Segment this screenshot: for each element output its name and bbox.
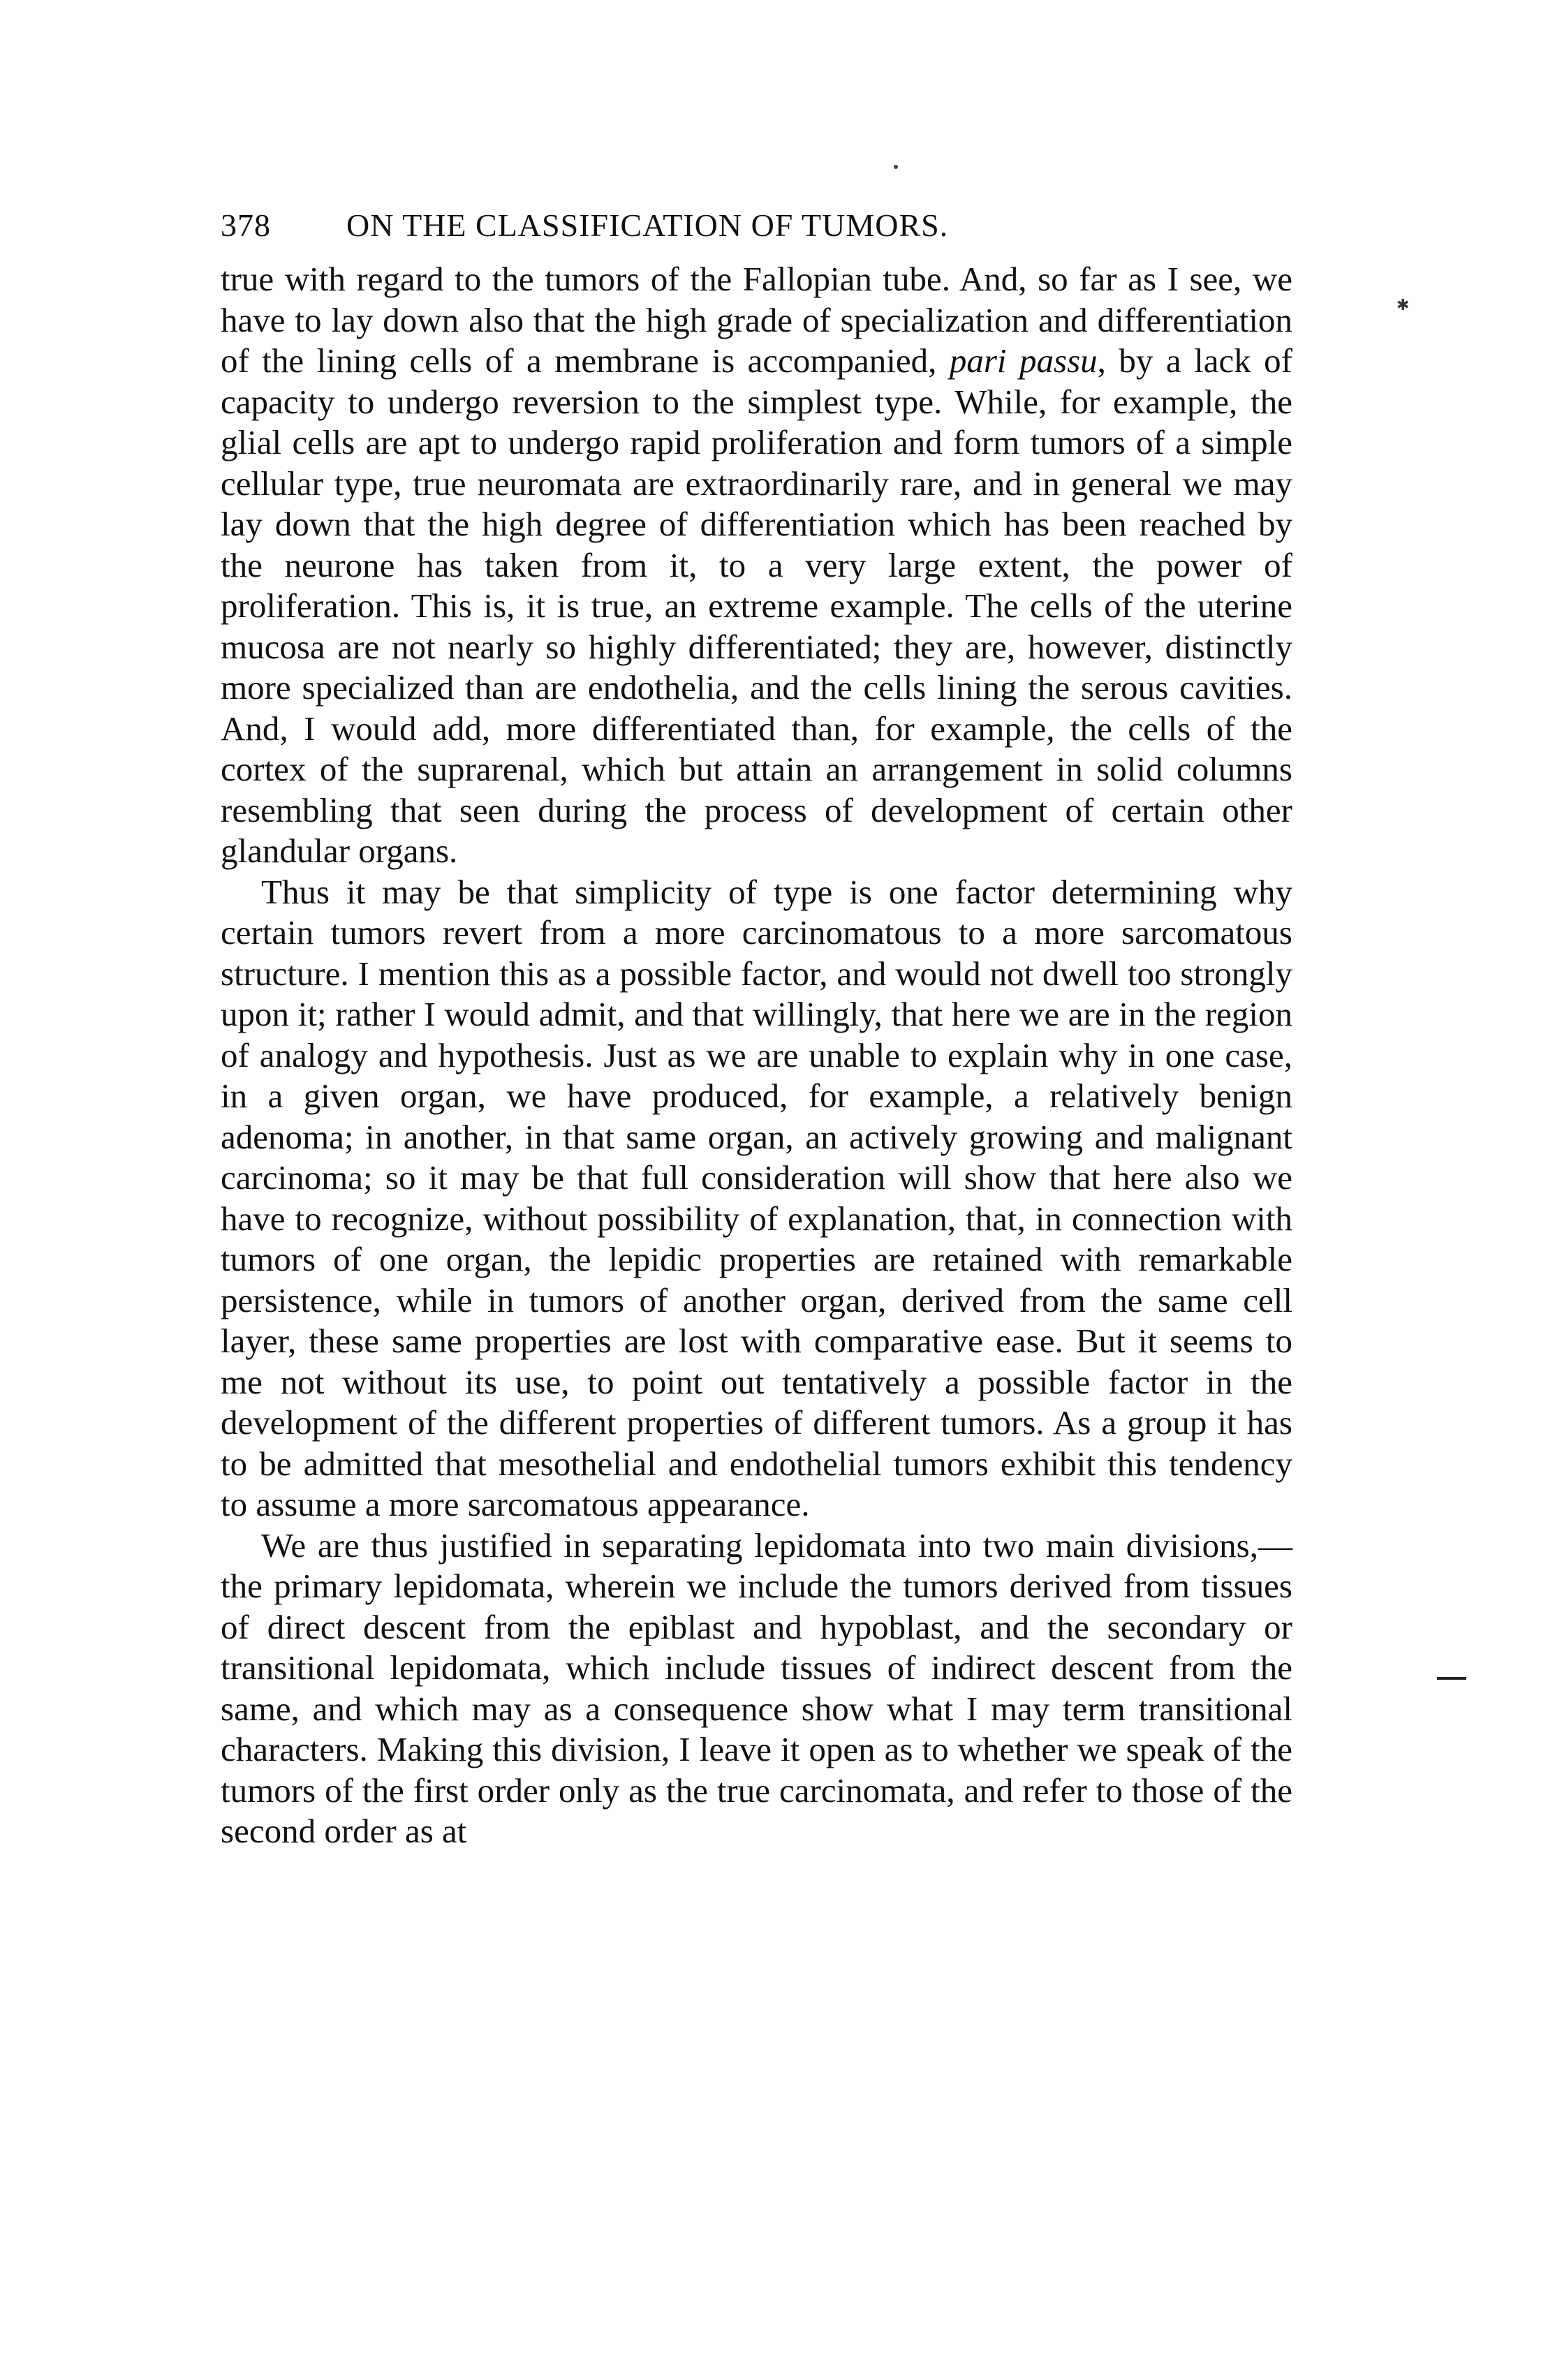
paragraph-1 [221,259,1292,872]
paragraph-3: We are thus justified in separating lepidomata into two main divisions,—the primary lepidomata, wherein we include the tumors derived from tissues of direct descent from the epiblast and hypoblast, and the secondary or transitional lepidomata, which include tissues of indirect descent from the same, and which may as a consequence show what I may term transitional characters. Making this division, I leave it open as to whether we speak of the tumors of the first order only as the true carcinomata, and refer to those of the second order as at [221,1525,1292,1850]
body-text [221,259,1292,1852]
margin-ink-mark: ✱ [1396,297,1410,314]
paragraph-1-text-b: , by a lack of capacity to undergo reversion to the simplest type. While, for example, the glial cells are apt to undergo rapid proliferation and form tumors of a simple cellular type, true neuromata are extraordinarily rare, and in general we may lay down that the high degree of differentiation which has been reached by the neurone has taken from it, to a very large extent, the power of proliferation. This is, it is true, an extreme example. The cells of the uterine mucosa are not nearly so highly differentiated; they are, however, distinctly more specialized than are endothelia, and the cells lining the serous cavities. And, I would add, more differentiated than, for example, the cells of the cortex of the suprarenal, which but attain an arrangement in solid columns resembling that seen during the process of development of certain other glandular organs. [221,341,1292,870]
margin-dash-mark [1437,1677,1466,1680]
running-title: ON THE CLASSIFICATION OF TUMORS. [346,207,949,243]
paragraph-2: Thus it may be that simplicity of type is one factor determining why certain tumors revert from a more carcinomatous to a more sarcomatous structure. I mention this as a possible factor, and would not dwell too strongly upon it; rather I would admit, and that willingly, that here we are in the region of analogy and hypothesis. Just as we are unable to explain why in one case, in a given organ, we have produced, for example, a relatively benign adenoma; in another, in that same organ, an actively growing and malignant carcinoma; so it may be that full consideration will show that here also we have to recognize, without possibility of explanation, that, in connection with tumors of one organ, the lepidic properties are retained with remarkable persistence, while in tumors of another organ, derived from the same cell layer, these same properties are lost with comparative ease. But it seems to me not without its use, to point out tentatively a possible factor in the development of the different properties of different tumors. As a group it has to be admitted that mesothelial and endothelial tumors exhibit this tendency to assume a more sarcomatous appearance. [221,872,1292,1523]
paragraph-1-text-a: true with regard to the tumors of the Fallopian tube. And, so far as I see, we have to lay down also that the high grade of specialization and differentiation of the lining cells of a membrane is accompanied, [221,260,1292,380]
page-number: 378 [221,207,271,243]
running-header [221,202,1296,251]
paragraph-1-italic-phrase: pari passu [949,341,1098,380]
stray-dot-mark [894,165,898,169]
